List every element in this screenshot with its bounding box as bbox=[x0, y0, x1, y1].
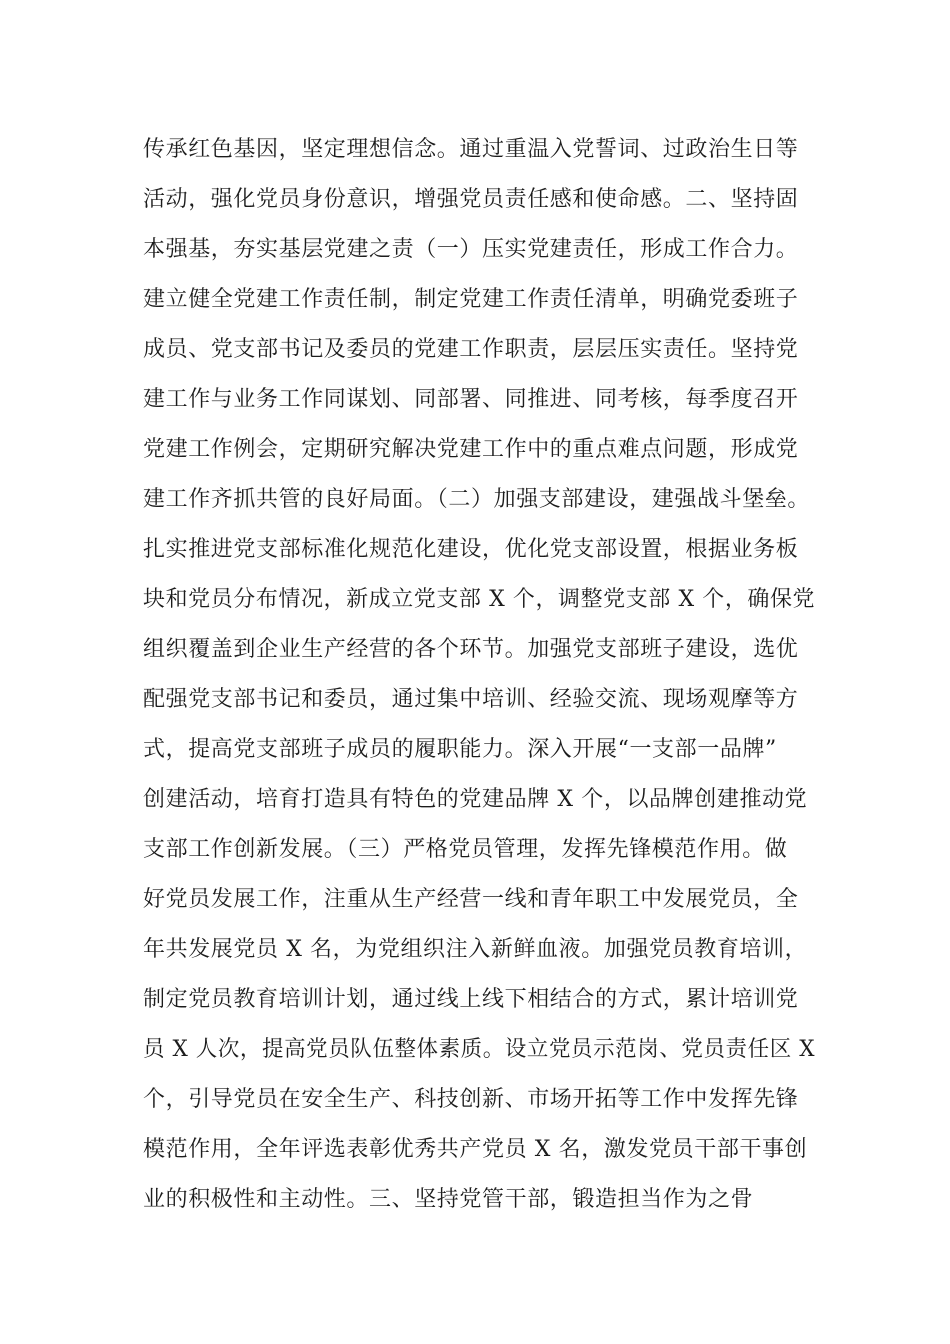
text-line-18: 制定党员教育培训计划，通过线上线下相结合的方式，累计培训党 bbox=[143, 987, 799, 1012]
text-line-1: 传承红色基因，坚定理想信念。通过重温入党誓词、过政治生日等 bbox=[143, 137, 799, 162]
text-line-14: 创建活动，培育打造具有特色的党建品牌 X 个，以品牌创建推动党 bbox=[143, 787, 808, 812]
text-line-15: 支部工作创新发展。（三）严格党员管理，发挥先锋模范作用。做 bbox=[143, 837, 788, 862]
text-line-22: 业的积极性和主动性。三、坚持党管干部，锻造担当作为之骨 bbox=[143, 1187, 754, 1212]
text-line-6: 建工作与业务工作同谋划、同部署、同推进、同考核，每季度召开 bbox=[143, 387, 799, 412]
text-line-17: 年共发展党员 X 名，为党组织注入新鲜血液。加强党员教育培训， bbox=[143, 937, 808, 962]
text-line-16: 好党员发展工作，注重从生产经营一线和青年职工中发展党员，全 bbox=[143, 887, 799, 912]
text-line-12: 配强党支部书记和委员，通过集中培训、经验交流、现场观摩等方 bbox=[143, 687, 799, 712]
text-line-19: 员 X 人次，提高党员队伍整体素质。设立党员示范岗、党员责任区 X bbox=[143, 1037, 816, 1062]
text-line-5: 成员、党支部书记及委员的党建工作职责，层层压实责任。坚持党 bbox=[143, 337, 799, 362]
text-line-20: 个，引导党员在安全生产、科技创新、市场开拓等工作中发挥先锋 bbox=[143, 1087, 799, 1112]
text-line-21: 模范作用，全年评选表彰优秀共产党员 X 名，激发党员干部干事创 bbox=[143, 1137, 808, 1162]
text-line-11: 组织覆盖到企业生产经营的各个环节。加强党支部班子建设，选优 bbox=[143, 637, 799, 662]
text-line-9: 扎实推进党支部标准化规范化建设，优化党支部设置，根据业务板 bbox=[143, 537, 799, 562]
text-line-8: 建工作齐抓共管的良好局面。（二）加强支部建设，建强战斗堡垒。 bbox=[143, 487, 811, 512]
text-line-13: 式，提高党支部班子成员的履职能力。深入开展“一支部一品牌” bbox=[143, 737, 777, 762]
text-line-2: 活动，强化党员身份意识，增强党员责任感和使命感。二、坚持固 bbox=[143, 187, 799, 212]
text-line-3: 本强基，夯实基层党建之责（一）压实党建责任，形成工作合力。 bbox=[143, 237, 799, 262]
text-line-10: 块和党员分布情况，新成立党支部 X 个，调整党支部 X 个，确保党 bbox=[143, 587, 816, 612]
text-line-7: 党建工作例会，定期研究解决党建工作中的重点难点问题，形成党 bbox=[143, 437, 799, 462]
text-line-4: 建立健全党建工作责任制，制定党建工作责任清单，明确党委班子 bbox=[143, 287, 799, 312]
